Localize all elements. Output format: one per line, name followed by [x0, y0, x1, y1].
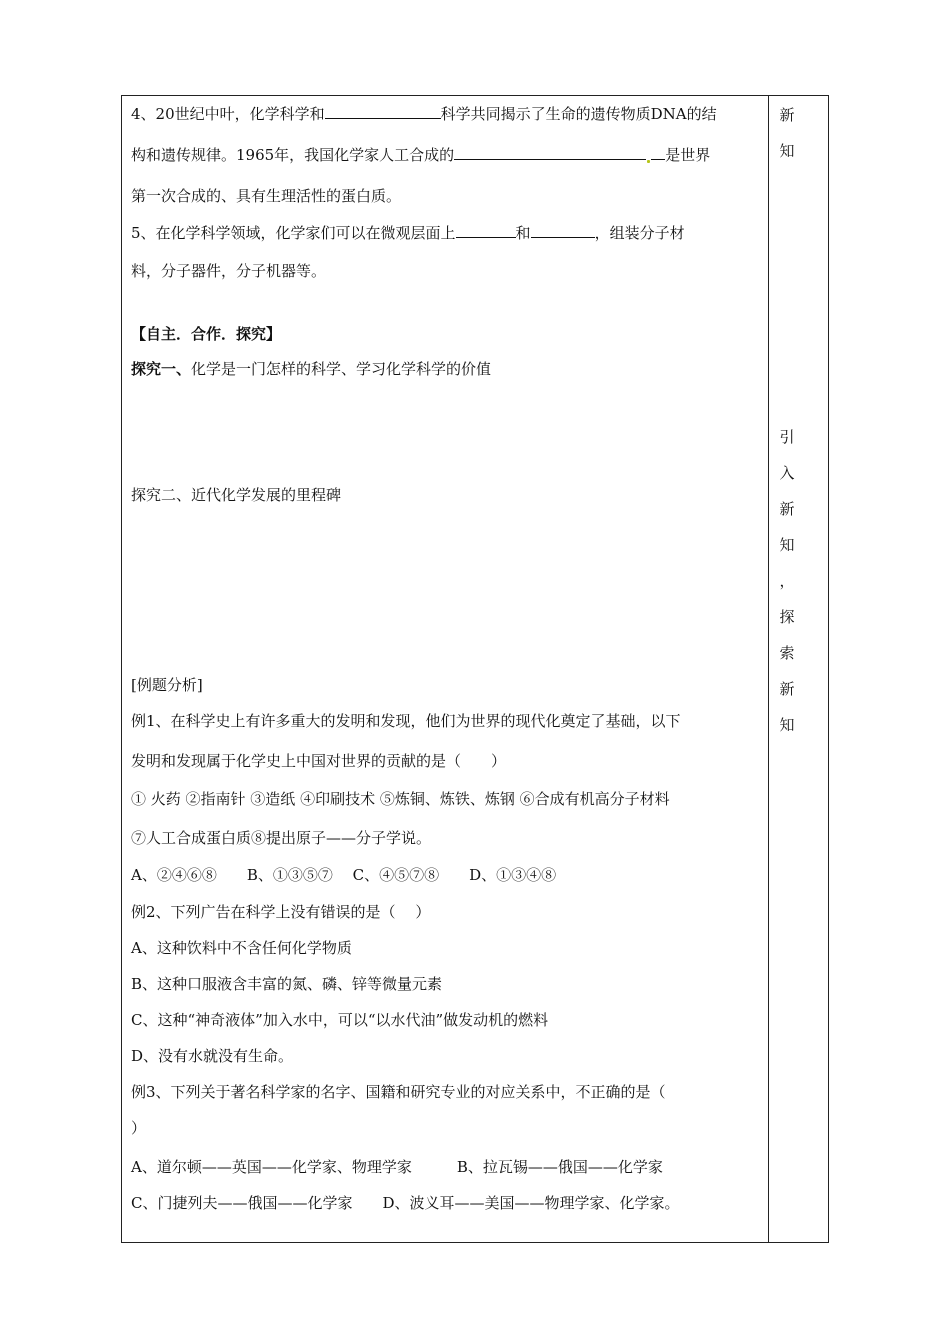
sidebar-char: 引 — [779, 428, 795, 446]
column-divider — [768, 95, 769, 1243]
sidebar-char: 新 — [779, 106, 795, 124]
q4-line-2 — [131, 145, 710, 165]
q4-text-1: 4、20世纪中叶，化学科学和 — [131, 105, 325, 123]
q5-text-3: ，组装分子材 — [594, 224, 685, 242]
sidebar-char: 索 — [779, 644, 795, 662]
sidebar-char: 入 — [779, 464, 795, 482]
ex1-stem-2: 发明和发现属于化学史上中国对世界的贡献的是（ ） — [131, 752, 507, 770]
section-heading: 【自主．合作．探究】 — [131, 325, 282, 343]
ex3-options-cd: C、门捷列夫——俄国——化学家 D、波义耳——美国——物理学家、化学家。 — [131, 1194, 680, 1212]
q4-blank-1[interactable] — [325, 104, 441, 119]
q4-blank-3[interactable] — [651, 145, 665, 160]
sidebar-char: 新 — [779, 500, 795, 518]
q4-line-1 — [131, 104, 717, 124]
sidebar-char: 探 — [779, 608, 795, 626]
q4-text-3: 构和遗传规律。1965年，我国化学家人工合成的 — [131, 146, 455, 164]
q4-blank-2[interactable] — [454, 145, 646, 160]
sidebar-char: 新 — [779, 680, 795, 698]
ex2-option-c: C、这种“神奇液体”加入水中，可以“以水代油”做发动机的燃料 — [131, 1011, 549, 1029]
sidebar-char: 知 — [779, 716, 795, 734]
sidebar-char: 知 — [779, 536, 795, 554]
explore-1-label: 探究一、 — [131, 360, 192, 378]
q5-line-2: 料，分子器件，分子机器等。 — [131, 262, 327, 280]
q5-text-2: 和 — [515, 224, 531, 242]
ex1-stem-1: 例1、在科学史上有许多重大的发明和发现，他们为世界的现代化奠定了基础，以下 — [131, 712, 681, 730]
ex2-option-d: D、没有水就没有生命。 — [131, 1047, 294, 1065]
q5-blank-2[interactable] — [531, 223, 595, 238]
ex2-option-b: B、这种口服液含丰富的氮、磷、锌等微量元素 — [131, 975, 443, 993]
q5-line-1 — [131, 223, 685, 243]
q4-text-2: 科学共同揭示了生命的遗传物质DNA的结 — [440, 105, 717, 123]
ex1-items-1: ① 火药 ②指南针 ③造纸 ④印刷技术 ⑤炼铜、炼铁、炼钢 ⑥合成有机高分子材料 — [131, 790, 670, 808]
mark-dot — [647, 160, 650, 163]
explore-2: 探究二、近代化学发展的里程碑 — [131, 486, 342, 504]
ex1-items-2: ⑦人工合成蛋白质⑧提出原子——分子学说。 — [131, 829, 432, 847]
explore-1 — [131, 359, 491, 379]
sidebar-char: 知 — [779, 142, 795, 160]
examples-heading: [例题分析] — [131, 676, 203, 694]
ex3-options-ab: A、道尔顿——英国——化学家、物理学家 B、拉瓦锡——俄国——化学家 — [131, 1158, 663, 1176]
ex3-stem-2: ） — [131, 1119, 147, 1137]
explore-1-text: 化学是一门怎样的科学、学习化学科学的价值 — [191, 360, 492, 378]
q5-blank-1[interactable] — [456, 223, 516, 238]
q5-text-1: 5、在化学科学领域，化学家们可以在微观层面上 — [131, 224, 456, 242]
ex3-stem-1: 例3、下列关于著名科学家的名字、国籍和研究专业的对应关系中，不正确的是（ — [131, 1083, 666, 1101]
q4-text-4: 是世界 — [665, 146, 711, 164]
ex1-options: A、②④⑥⑧ B、①③⑤⑦ C、④⑤⑦⑧ D、①③④⑧ — [131, 866, 557, 884]
sidebar-char: ， — [779, 572, 795, 590]
ex2-stem: 例2、下列广告在科学上没有错误的是（ ） — [131, 903, 431, 921]
q4-line-3: 第一次合成的、具有生理活性的蛋白质。 — [131, 187, 402, 205]
ex2-option-a: A、这种饮料中不含任何化学物质 — [131, 939, 352, 957]
